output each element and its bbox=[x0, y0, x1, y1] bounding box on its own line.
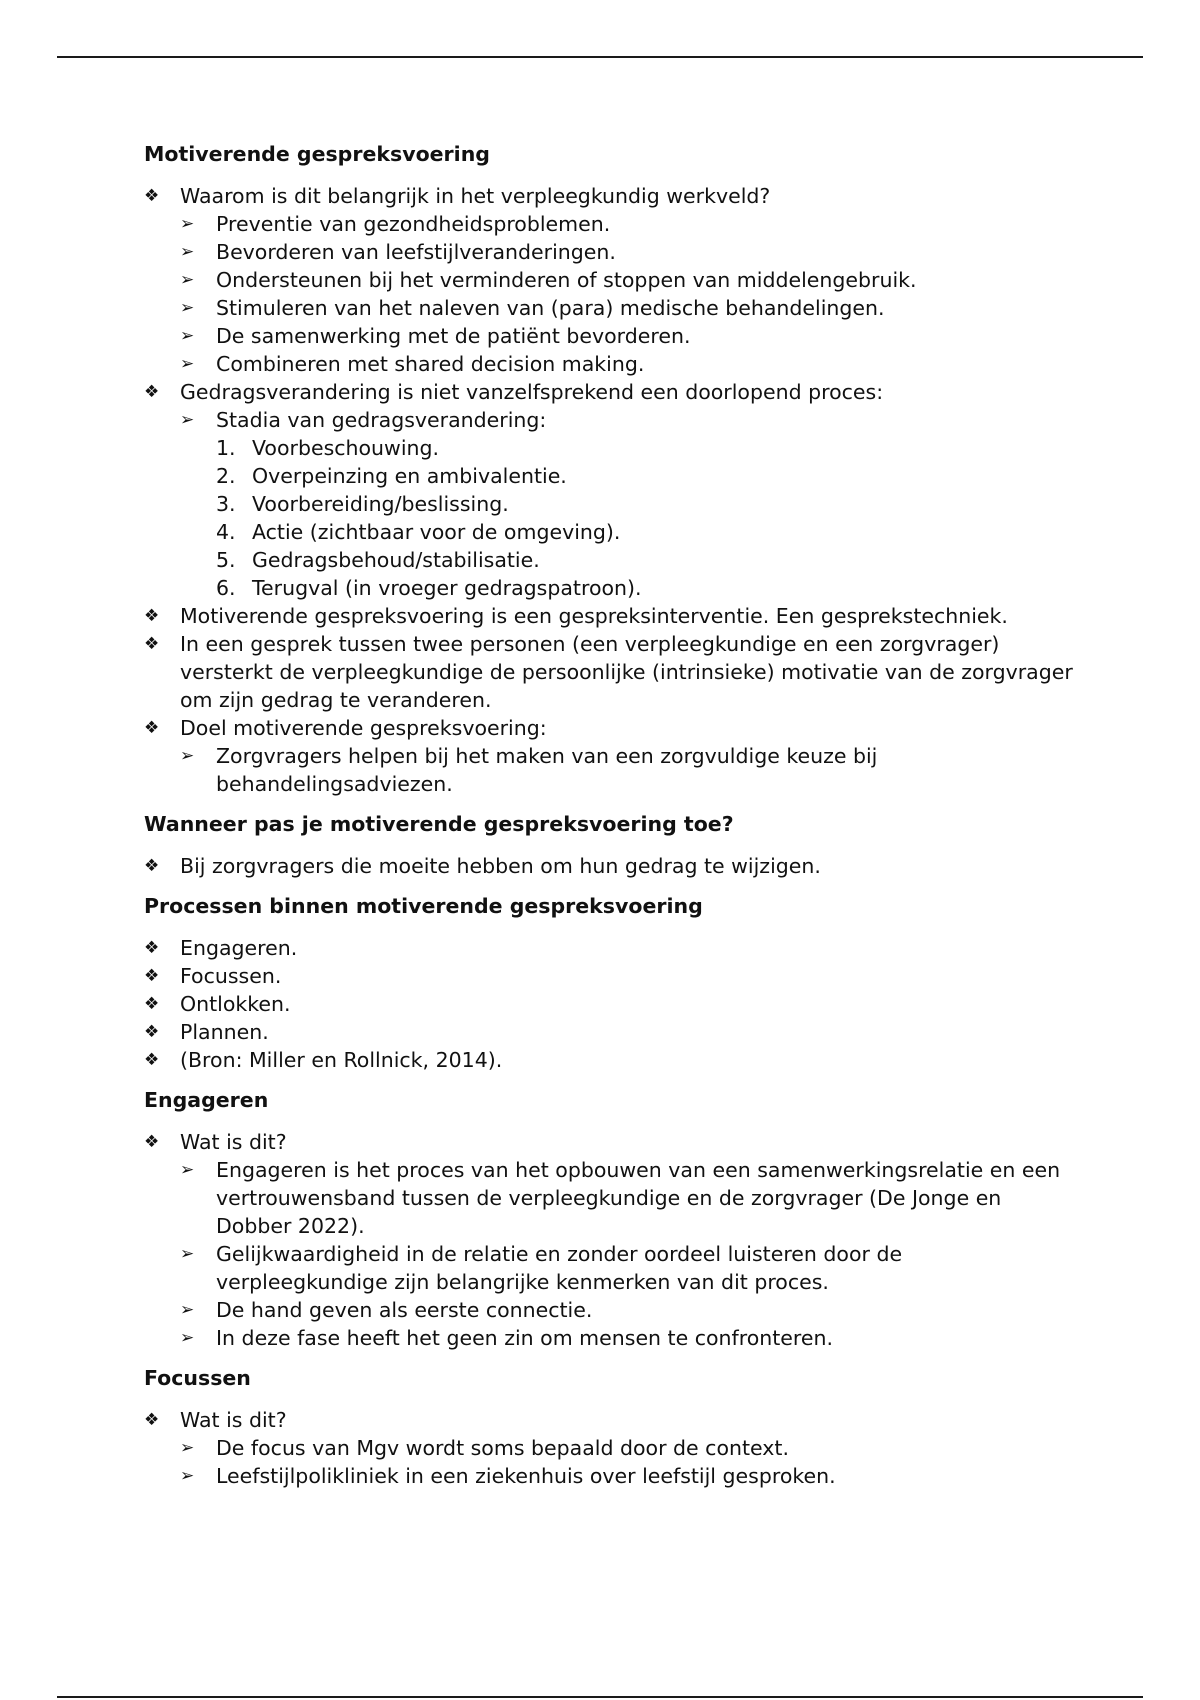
sub-list-item-text: Combineren met shared decision making. bbox=[216, 352, 645, 376]
list-item-text: Motiverende gespreksvoering is een gespreksinterventie. Een gesprekstechniek. bbox=[180, 604, 1008, 628]
diamond-bullet-icon: ❖ bbox=[144, 856, 160, 876]
section-heading: Motiverende gespreksvoering bbox=[144, 142, 490, 166]
list-item-text: Plannen. bbox=[180, 1020, 269, 1044]
numbered-item bbox=[216, 434, 1074, 462]
numbered-item-text: Gedragsbehoud/stabilisatie. bbox=[252, 548, 540, 572]
list-item-text: Focussen. bbox=[180, 964, 282, 988]
item-number: 1. bbox=[216, 436, 236, 460]
arrow-bullet-icon: ➢ bbox=[180, 270, 195, 290]
header-rule bbox=[57, 56, 1143, 58]
sub-list-item bbox=[180, 1156, 1074, 1240]
item-number: 2. bbox=[216, 464, 236, 488]
arrow-bullet-icon: ➢ bbox=[180, 354, 195, 374]
diamond-bullet-icon: ❖ bbox=[144, 1132, 160, 1152]
arrow-bullet-icon: ➢ bbox=[180, 298, 195, 318]
numbered-item-text: Voorbereiding/beslissing. bbox=[252, 492, 509, 516]
list-item bbox=[144, 1406, 1074, 1490]
bullet-list bbox=[144, 1406, 1074, 1490]
arrow-bullet-icon: ➢ bbox=[180, 214, 195, 234]
numbered-list bbox=[216, 434, 1074, 602]
numbered-item-text: Terugval (in vroeger gedragspatroon). bbox=[252, 576, 642, 600]
sub-list-item-text: Stadia van gedragsverandering: bbox=[216, 408, 547, 432]
item-number: 5. bbox=[216, 548, 236, 572]
sub-list-item-text: Gelijkwaardigheid in de relatie en zonder oordeel luisteren door de verpleegkundige zijn belangrijke kenmerken van dit proces. bbox=[216, 1242, 903, 1294]
list-item bbox=[144, 182, 1074, 378]
sub-list bbox=[180, 1156, 1074, 1352]
sub-list-item-text: De focus van Mgv wordt soms bepaald door de context. bbox=[216, 1436, 789, 1460]
arrow-bullet-icon: ➢ bbox=[180, 1328, 195, 1348]
arrow-bullet-icon: ➢ bbox=[180, 1466, 195, 1486]
arrow-bullet-icon: ➢ bbox=[180, 242, 195, 262]
sub-list-item-text: Ondersteunen bij het verminderen of stoppen van middelengebruik. bbox=[216, 268, 917, 292]
numbered-item-text: Voorbeschouwing. bbox=[252, 436, 440, 460]
sub-list-item bbox=[180, 238, 1074, 266]
section-heading: Processen binnen motiverende gespreksvoering bbox=[144, 894, 703, 918]
sub-list-item bbox=[180, 1324, 1074, 1352]
bullet-list bbox=[144, 182, 1074, 798]
sub-list-item bbox=[180, 1240, 1074, 1296]
numbered-item bbox=[216, 518, 1074, 546]
numbered-item-text: Overpeinzing en ambivalentie. bbox=[252, 464, 567, 488]
numbered-item bbox=[216, 546, 1074, 574]
bullet-list bbox=[144, 934, 1074, 1074]
item-number: 6. bbox=[216, 576, 236, 600]
sub-list-item bbox=[180, 266, 1074, 294]
bullet-list bbox=[144, 852, 1074, 880]
diamond-bullet-icon: ❖ bbox=[144, 994, 160, 1014]
diamond-bullet-icon: ❖ bbox=[144, 1050, 160, 1070]
sub-list-item-text: De hand geven als eerste connectie. bbox=[216, 1298, 593, 1322]
arrow-bullet-icon: ➢ bbox=[180, 1244, 195, 1264]
section-heading: Engageren bbox=[144, 1088, 269, 1112]
list-item bbox=[144, 962, 1074, 990]
diamond-bullet-icon: ❖ bbox=[144, 966, 160, 986]
sub-list-item-text: Stimuleren van het naleven van (para) medische behandelingen. bbox=[216, 296, 885, 320]
list-item-text: Bij zorgvragers die moeite hebben om hun gedrag te wijzigen. bbox=[180, 854, 821, 878]
arrow-bullet-icon: ➢ bbox=[180, 1300, 195, 1320]
sub-list-item-text: Leefstijlpolikliniek in een ziekenhuis over leefstijl gesproken. bbox=[216, 1464, 836, 1488]
diamond-bullet-icon: ❖ bbox=[144, 938, 160, 958]
sub-list-item bbox=[180, 742, 1074, 798]
sub-list-item bbox=[180, 1296, 1074, 1324]
list-item bbox=[144, 934, 1074, 962]
arrow-bullet-icon: ➢ bbox=[180, 410, 195, 430]
list-item-text: (Bron: Miller en Rollnick, 2014). bbox=[180, 1048, 503, 1072]
numbered-item-text: Actie (zichtbaar voor de omgeving). bbox=[252, 520, 621, 544]
list-item bbox=[144, 990, 1074, 1018]
list-item bbox=[144, 1128, 1074, 1352]
item-number: 4. bbox=[216, 520, 236, 544]
list-item bbox=[144, 378, 1074, 602]
diamond-bullet-icon: ❖ bbox=[144, 1410, 160, 1430]
diamond-bullet-icon: ❖ bbox=[144, 1022, 160, 1042]
diamond-bullet-icon: ❖ bbox=[144, 186, 160, 206]
list-item-text: Wat is dit? bbox=[180, 1130, 287, 1154]
numbered-item bbox=[216, 490, 1074, 518]
sub-list-item-text: Zorgvragers helpen bij het maken van een zorgvuldige keuze bij behandelingsadviezen. bbox=[216, 744, 878, 796]
list-item-text: In een gesprek tussen twee personen (een verpleegkundige en een zorgvrager) versterkt de verpleegkundige de persoonlijke (intrinsieke) motivatie van de zorgvrager om zijn gedrag te veranderen. bbox=[180, 632, 1073, 712]
sub-list-item bbox=[180, 210, 1074, 238]
numbered-item bbox=[216, 462, 1074, 490]
list-item-text: Wat is dit? bbox=[180, 1408, 287, 1432]
list-item-text: Gedragsverandering is niet vanzelfsprekend een doorlopend proces: bbox=[180, 380, 884, 404]
sub-list-item-text: Bevorderen van leefstijlveranderingen. bbox=[216, 240, 616, 264]
list-item bbox=[144, 1018, 1074, 1046]
sub-list-item bbox=[180, 294, 1074, 322]
sub-list-item bbox=[180, 406, 1074, 602]
section-heading: Focussen bbox=[144, 1366, 251, 1390]
arrow-bullet-icon: ➢ bbox=[180, 1438, 195, 1458]
list-item bbox=[144, 1046, 1074, 1074]
sub-list-item-text: In deze fase heeft het geen zin om mensen te confronteren. bbox=[216, 1326, 834, 1350]
sub-list bbox=[180, 1434, 1074, 1490]
sub-list-item-text: Engageren is het proces van het opbouwen van een samenwerkingsrelatie en een vertrouwensband tussen de verpleegkundige en de zorgvrager (De Jonge en Dobber 2022). bbox=[216, 1158, 1061, 1238]
diamond-bullet-icon: ❖ bbox=[144, 606, 160, 626]
sub-list-item bbox=[180, 322, 1074, 350]
footer-rule bbox=[57, 1696, 1143, 1698]
list-item bbox=[144, 602, 1074, 630]
sub-list bbox=[180, 742, 1074, 798]
diamond-bullet-icon: ❖ bbox=[144, 634, 160, 654]
sub-list bbox=[180, 406, 1074, 602]
diamond-bullet-icon: ❖ bbox=[144, 382, 160, 402]
diamond-bullet-icon: ❖ bbox=[144, 718, 160, 738]
arrow-bullet-icon: ➢ bbox=[180, 326, 195, 346]
sub-list-item bbox=[180, 1434, 1074, 1462]
list-item bbox=[144, 852, 1074, 880]
list-item-text: Ontlokken. bbox=[180, 992, 291, 1016]
arrow-bullet-icon: ➢ bbox=[180, 1160, 195, 1180]
list-item bbox=[144, 714, 1074, 798]
list-item-text: Waarom is dit belangrijk in het verpleegkundig werkveld? bbox=[180, 184, 771, 208]
list-item-text: Engageren. bbox=[180, 936, 298, 960]
section-heading: Wanneer pas je motiverende gespreksvoering toe? bbox=[144, 812, 734, 836]
list-item bbox=[144, 630, 1074, 714]
numbered-item bbox=[216, 574, 1074, 602]
arrow-bullet-icon: ➢ bbox=[180, 746, 195, 766]
sub-list-item-text: Preventie van gezondheidsproblemen. bbox=[216, 212, 611, 236]
sub-list-item bbox=[180, 350, 1074, 378]
item-number: 3. bbox=[216, 492, 236, 516]
sub-list-item bbox=[180, 1462, 1074, 1490]
document-body bbox=[144, 140, 1074, 1490]
list-item-text: Doel motiverende gespreksvoering: bbox=[180, 716, 547, 740]
sub-list bbox=[180, 210, 1074, 378]
sub-list-item-text: De samenwerking met de patiënt bevorderen. bbox=[216, 324, 691, 348]
bullet-list bbox=[144, 1128, 1074, 1352]
